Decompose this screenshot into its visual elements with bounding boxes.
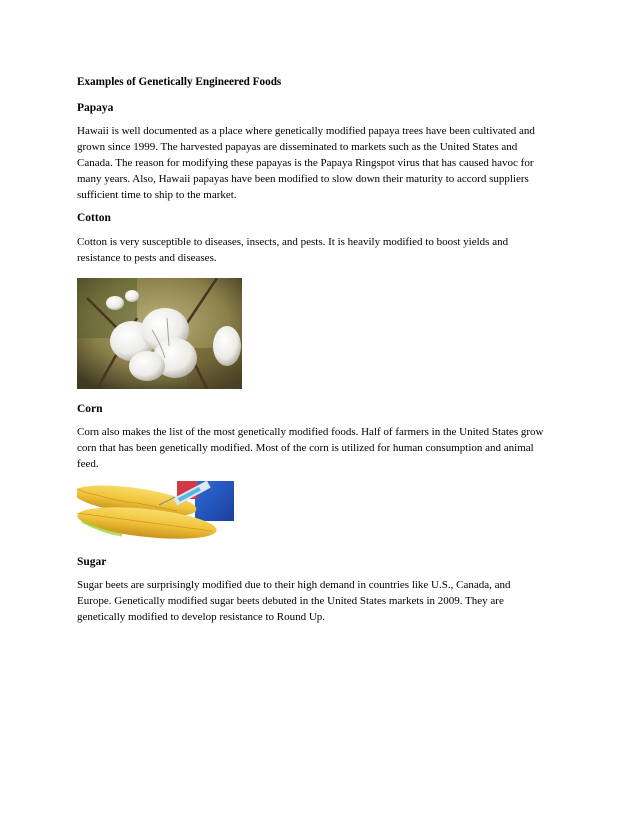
body-line: many years. Also, Hawaii papayas have been modified to slow down their maturity to accord suppliers bbox=[77, 173, 529, 185]
corn-injection-photo bbox=[77, 481, 234, 542]
body-line: Hawaii is well documented as a place where genetically modified papaya trees have been cultivated and bbox=[77, 125, 535, 137]
section-heading-papaya: Papaya bbox=[77, 102, 114, 114]
document-title: Examples of Genetically Engineered Foods bbox=[77, 76, 282, 88]
section-heading-cotton: Cotton bbox=[77, 212, 111, 224]
section-heading-sugar: Sugar bbox=[77, 556, 107, 568]
section-body-cotton bbox=[77, 234, 567, 266]
body-line: resistance to pests and diseases. bbox=[77, 252, 217, 264]
body-line: grown since 1999. The harvested papayas are disseminated to markets such as the United States and bbox=[77, 141, 518, 153]
body-line: Canada. The reason for modifying these papayas is the Papaya Ringspot virus that has caused havoc for bbox=[77, 157, 534, 169]
section-heading-corn: Corn bbox=[77, 403, 103, 415]
body-line: Sugar beets are surprisingly modified due to their high demand in countries like U.S., Canada, and bbox=[77, 579, 511, 591]
cotton-bolls-photo bbox=[77, 278, 242, 389]
body-line: Cotton is very susceptible to diseases, insects, and pests. It is heavily modified to boost yields and bbox=[77, 236, 509, 248]
body-line: feed. bbox=[77, 458, 99, 470]
body-line: genetically modified to develop resistance to Round Up. bbox=[77, 611, 326, 623]
section-body-sugar bbox=[77, 577, 567, 625]
section-body-papaya bbox=[77, 123, 567, 203]
body-line: Corn also makes the list of the most genetically modified foods. Half of farmers in the United States grow bbox=[77, 426, 544, 438]
section-body-corn bbox=[77, 424, 567, 472]
body-line: Europe. Genetically modified sugar beets debuted in the United States markets in 2009. They are bbox=[77, 595, 504, 607]
body-line: corn that has been genetically modified. Most of the corn is utilized for human consumption and animal bbox=[77, 442, 534, 454]
body-line: sufficient time to ship to the market. bbox=[77, 189, 237, 201]
